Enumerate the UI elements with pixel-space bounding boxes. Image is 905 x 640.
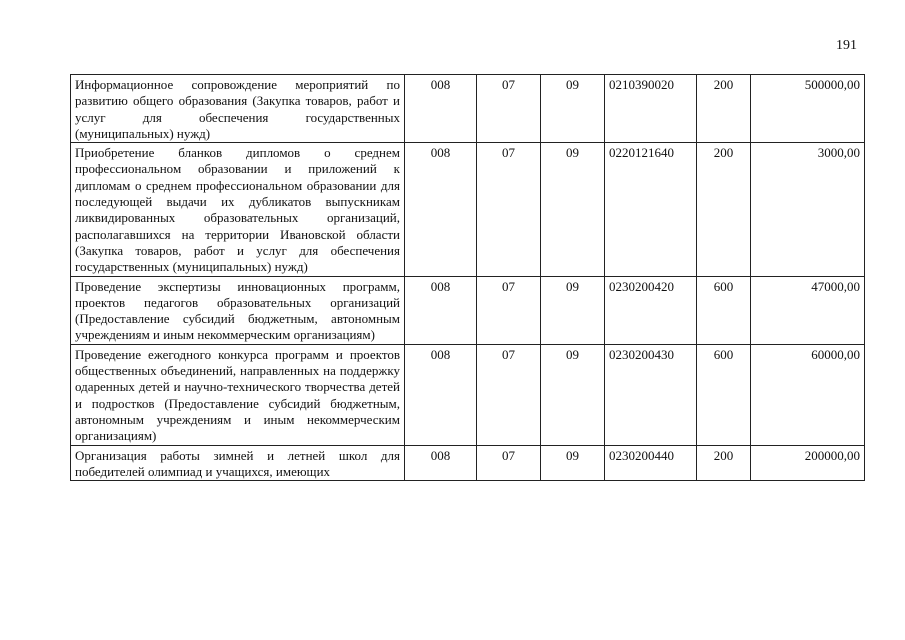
row-section-code: 07	[477, 75, 541, 143]
table-row	[71, 276, 865, 344]
table-row	[71, 75, 865, 143]
row-section-code: 07	[477, 445, 541, 481]
budget-table	[70, 74, 865, 481]
row-expense-type: 600	[697, 344, 751, 445]
row-target-article: 0230200430	[605, 344, 697, 445]
row-expense-type: 600	[697, 276, 751, 344]
row-subsection-code: 09	[541, 75, 605, 143]
row-amount: 3000,00	[751, 143, 865, 276]
row-description: Проведение экспертизы инновационных программ, проектов педагогов образовательных организаций (Предоставление субсидий бюджетным, автономным учреждениям и иным некоммерческим организациям)	[71, 276, 405, 344]
row-target-article: 0210390020	[605, 75, 697, 143]
table-row	[71, 143, 865, 276]
row-description: Проведение ежегодного конкурса программ и проектов общественных объединений, направленных на поддержку одаренных детей и научно-технического творчества детей и подростков (Предоставление субсидий бюджетным, автономным учреждениям и иным некоммерческим организациям)	[71, 344, 405, 445]
row-section-code: 07	[477, 344, 541, 445]
row-amount: 60000,00	[751, 344, 865, 445]
table-row	[71, 344, 865, 445]
row-target-article: 0230200440	[605, 445, 697, 481]
row-subsection-code: 09	[541, 445, 605, 481]
row-expense-type: 200	[697, 143, 751, 276]
row-section-code: 07	[477, 143, 541, 276]
row-section-code: 07	[477, 276, 541, 344]
table-row	[71, 445, 865, 481]
row-subsection-code: 09	[541, 344, 605, 445]
row-target-article: 0220121640	[605, 143, 697, 276]
row-amount: 47000,00	[751, 276, 865, 344]
row-expense-type: 200	[697, 445, 751, 481]
row-department-code: 008	[405, 143, 477, 276]
row-subsection-code: 09	[541, 143, 605, 276]
row-target-article: 0230200420	[605, 276, 697, 344]
row-department-code: 008	[405, 344, 477, 445]
row-department-code: 008	[405, 276, 477, 344]
row-description: Организация работы зимней и летней школ для победителей олимпиад и учащихся, имеющих	[71, 445, 405, 481]
row-expense-type: 200	[697, 75, 751, 143]
row-subsection-code: 09	[541, 276, 605, 344]
row-amount: 200000,00	[751, 445, 865, 481]
row-description: Приобретение бланков дипломов о среднем профессиональном образовании и приложений к дипломам о среднем профессиональном образовании для последующей выдачи их дубликатов выпускникам ликвидированных образовательных организаций, располагавшихся на территории Ивановской области (Закупка товаров, работ и услуг для обеспечения государственных (муниципальных) нужд)	[71, 143, 405, 276]
row-description: Информационное сопровождение мероприятий по развитию общего образования (Закупка товаров, работ и услуг для обеспечения государственных (муниципальных) нужд)	[71, 75, 405, 143]
row-amount: 500000,00	[751, 75, 865, 143]
page-number: 191	[836, 38, 857, 53]
row-department-code: 008	[405, 75, 477, 143]
row-department-code: 008	[405, 445, 477, 481]
